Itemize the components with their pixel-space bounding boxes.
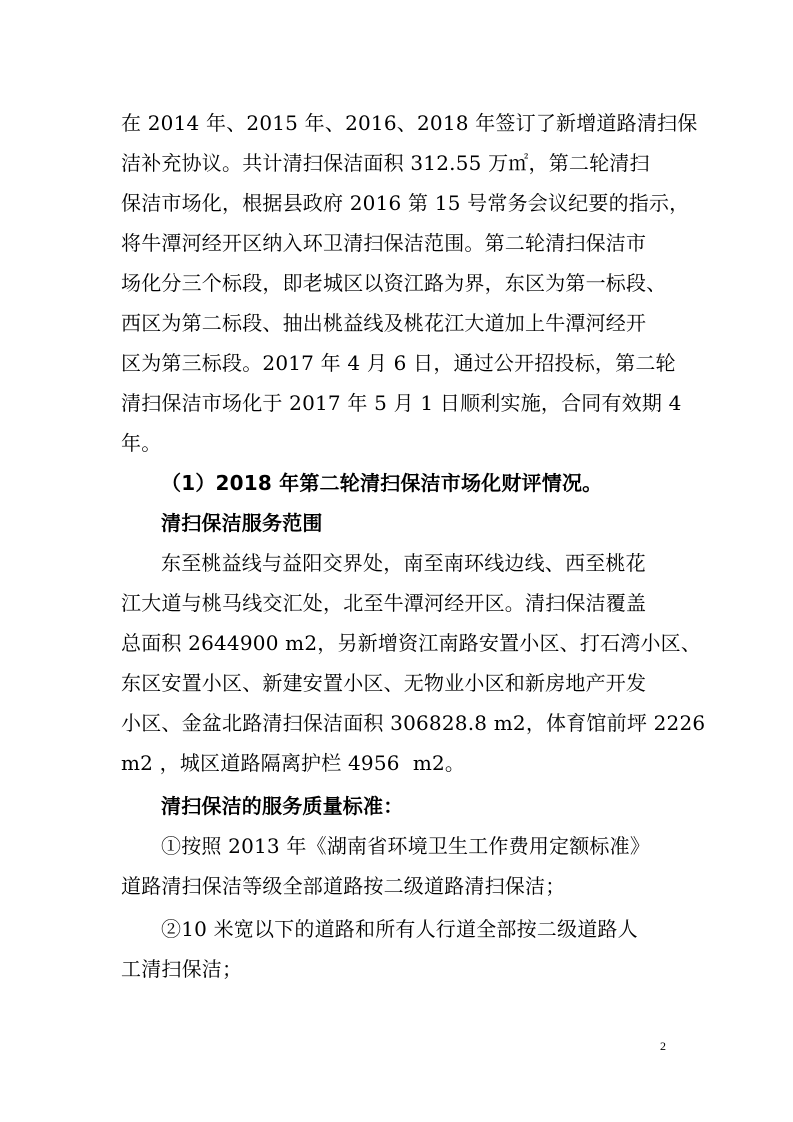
paragraph-line: 保洁市场化，根据县政府 2016 第 15 号常务会议纪要的指示， [121, 191, 690, 215]
paragraph-line: 场化分三个标段，即老城区以资江路为界，东区为第一标段、 [121, 271, 667, 295]
paragraph-line: 总面积 2644900 m2，另新增资江南路安置小区、打石湾小区、 [121, 631, 702, 655]
paragraph-line: 东区安置小区、新建安置小区、无物业小区和新房地产开发 [121, 671, 647, 695]
paragraph-line: 在 2014 年、2015 年、2016、2018 年签订了新增道路清扫保 [121, 111, 698, 135]
paragraph-line: 区为第三标段。2017 年 4 月 6 日，通过公开招投标，第二轮 [121, 351, 676, 375]
list-item: ②10 米宽以下的道路和所有人行道全部按二级道路人 [161, 917, 638, 941]
paragraph-line: 东至桃益线与益阳交界处，南至南环线边线、西至桃花 [161, 551, 646, 575]
section-heading: （1）2018 年第二轮清扫保洁市场化财评情况。 [161, 471, 603, 495]
paragraph-line: 江大道与桃马线交汇处，北至牛潭河经开区。清扫保洁覆盖 [121, 591, 647, 615]
paragraph-line: 西区为第二标段、抽出桃益线及桃花江大道加上牛潭河经开 [121, 311, 647, 335]
paragraph-line: 小区、金盆北路清扫保洁面积 306828.8 m2，体育馆前坪 2226 [121, 711, 706, 735]
paragraph-line: 清扫保洁市场化于 2017 年 5 月 1 日顺利实施，合同有效期 4 [121, 391, 682, 415]
subsection-heading: 清扫保洁的服务质量标准： [161, 794, 404, 818]
paragraph-line: 道路清扫保洁等级全部道路按二级道路清扫保洁； [121, 874, 566, 898]
page-number: 2 [660, 1039, 666, 1053]
list-item: ①按照 2013 年《湖南省环境卫生工作费用定额标准》 [161, 834, 651, 858]
paragraph-line: 年。 [121, 431, 162, 455]
paragraph-line: 将牛潭河经开区纳入环卫清扫保洁范围。第二轮清扫保洁市 [121, 231, 647, 255]
subsection-heading: 清扫保洁服务范围 [161, 511, 323, 535]
paragraph-line: 工清扫保洁； [121, 957, 243, 981]
paragraph-line: 洁补充协议。共计清扫保洁面积 312.55 万㎡，第二轮清扫 [121, 151, 650, 175]
paragraph-line: m2 ，城区道路隔离护栏 4956 m2。 [121, 751, 466, 775]
